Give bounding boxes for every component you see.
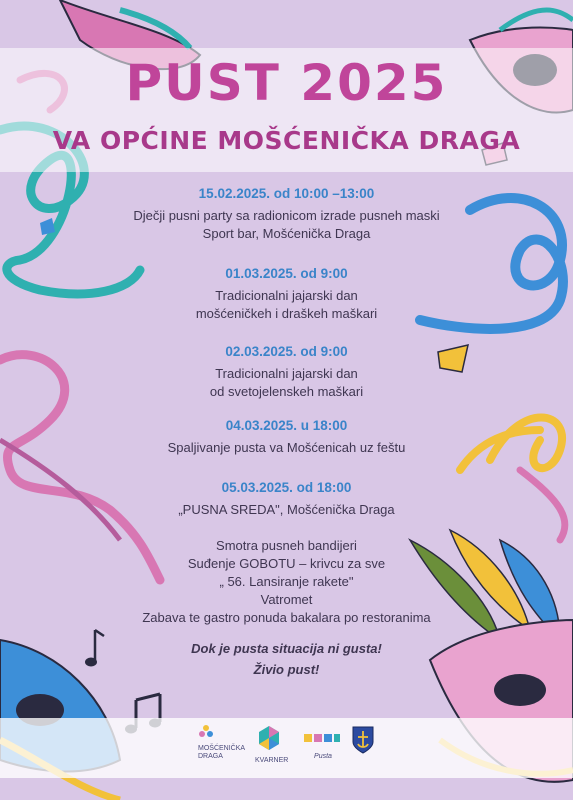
closing-line: Živio pust! bbox=[253, 662, 320, 677]
event-date: 15.02.2025. od 10:00 –13:00 bbox=[198, 186, 375, 201]
logo-coat-of-arms bbox=[352, 726, 374, 759]
closing-line: Dok je pusta situacija ni gusta! bbox=[191, 641, 382, 656]
pusta-logo-icon bbox=[303, 732, 341, 748]
event-line bbox=[0, 519, 573, 537]
event-date: 04.03.2025. u 18:00 bbox=[225, 418, 348, 433]
event-line: Dječji pusni party sa radionicom izrade pusneh maski bbox=[133, 208, 440, 223]
logo-kvarner bbox=[255, 724, 287, 765]
logo-text: MOŠĆENIČKA bbox=[198, 745, 246, 752]
closing-slogan bbox=[0, 638, 573, 680]
event-line: Tradicionalni jajarski dan bbox=[215, 288, 358, 303]
event-line: Spaljivanje pusta va Mošćenicah uz feštu bbox=[167, 440, 406, 455]
event-line: Sport bar, Mošćenička Draga bbox=[202, 226, 371, 241]
event-line: „PUSNA SREDA", Mošćenička Draga bbox=[178, 502, 395, 517]
poster-title: PUST 2025 bbox=[125, 54, 448, 112]
kvarner-icon bbox=[255, 724, 283, 752]
event-block bbox=[0, 418, 573, 457]
logo-text: KVARNER bbox=[255, 757, 289, 764]
coat-of-arms-icon bbox=[352, 726, 374, 754]
event-date: 01.03.2025. od 9:00 bbox=[225, 266, 348, 281]
logo-text: DRAGA bbox=[198, 753, 223, 760]
event-line: od svetojelenskeh maškari bbox=[209, 384, 364, 399]
event-line: Smotra pusneh bandijeri bbox=[216, 538, 357, 553]
poster-subtitle: VA OPĆINE MOŠĆENIČKA DRAGA bbox=[52, 126, 521, 155]
sponsor-footer bbox=[0, 718, 573, 778]
event-block bbox=[0, 266, 573, 323]
logo-moscenicka-draga bbox=[198, 724, 250, 761]
event-block bbox=[0, 480, 573, 627]
logo-pusta bbox=[303, 732, 343, 761]
event-line: mošćeničkeh i draškeh maškari bbox=[195, 306, 378, 321]
event-date: 02.03.2025. od 9:00 bbox=[225, 344, 348, 359]
event-line: „ 56. Lansiranje rakete" bbox=[219, 574, 354, 589]
event-line: Vatromet bbox=[260, 592, 313, 607]
event-block bbox=[0, 344, 573, 401]
event-line: Zabava te gastro ponuda bakalara po restoranima bbox=[142, 610, 431, 625]
event-line: Suđenje GOBOTU – krivcu za sve bbox=[187, 556, 386, 571]
logo-text: Pusta bbox=[314, 753, 332, 760]
flower-icon bbox=[198, 724, 214, 740]
event-date: 05.03.2025. od 18:00 bbox=[221, 480, 352, 495]
event-line: Tradicionalni jajarski dan bbox=[215, 366, 358, 381]
event-block bbox=[0, 186, 573, 243]
